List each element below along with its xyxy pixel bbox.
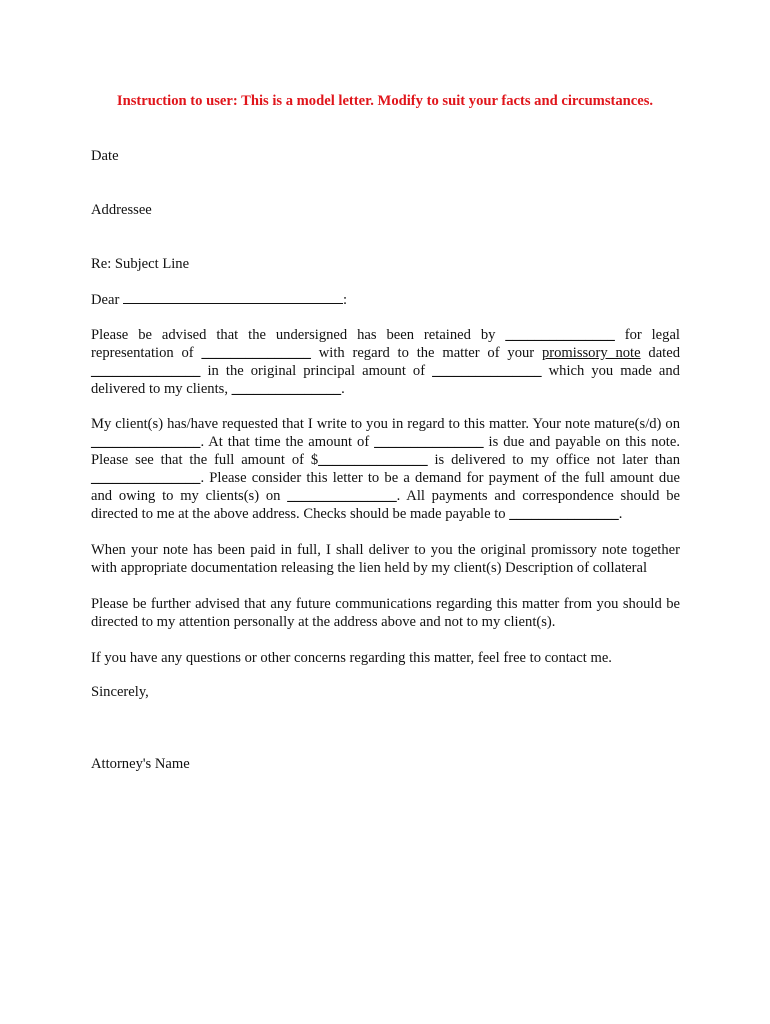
paragraph-communications: Please be further advised that any future communications regarding this matter from you should be directed to my attention personally at the address above and not to my client(s).	[91, 596, 680, 630]
payee-blank[interactable]: _______________	[509, 506, 619, 522]
p1-text-6: which you made and delivered to my clients,	[91, 363, 680, 397]
p2-text-4: is delivered to my office not later than	[434, 452, 680, 468]
full-amount-blank[interactable]: _______________	[318, 452, 428, 468]
p1-text-7: .	[341, 381, 345, 397]
p1-text-1: Please be advised that the undersigned has been retained by	[91, 327, 496, 343]
p2-text-2: . At that time the amount of	[200, 434, 370, 450]
subject-line: Re: Subject Line	[91, 256, 190, 272]
represented-party-blank[interactable]: _______________	[201, 345, 311, 361]
p1-text-5: in the original principal amount of	[207, 363, 426, 379]
instruction-note: Instruction to user: This is a model letter. Modify to suit your facts and circumstances.	[116, 93, 654, 109]
paragraph-release: When your note has been paid in full, I shall deliver to you the original promissory note together with appropriate documentation releasing the lien held by my client(s) Description of collateral	[91, 542, 680, 576]
paragraph-demand	[91, 415, 680, 523]
p1-text-4: dated	[648, 345, 680, 361]
clients-blank[interactable]: _______________	[231, 381, 342, 397]
client-blank[interactable]: _______________	[505, 327, 615, 343]
salutation-blank[interactable]	[123, 291, 343, 304]
date-line: Date	[91, 148, 119, 164]
promissory-note-link[interactable]: promissory note	[541, 345, 641, 361]
p2-text-6: . All payments and correspondence should be directed to me at the above address. Checks should be made payable to	[91, 488, 680, 522]
salutation	[91, 291, 347, 309]
p2-text-1: My client(s) has/have requested that I write to you in regard to this matter. Your note mature(s/d) on	[91, 416, 680, 432]
p1-text-3: with regard to the matter of your	[318, 345, 535, 361]
attorney-name: Attorney's Name	[91, 756, 190, 772]
p2-text-7: .	[618, 506, 623, 522]
note-date-blank[interactable]: _______________	[91, 363, 201, 379]
deadline-date-blank[interactable]: _______________	[91, 470, 201, 486]
paragraph-retention	[91, 326, 680, 398]
addressee-line: Addressee	[91, 202, 152, 218]
salutation-dear: Dear	[91, 292, 120, 308]
maturity-date-blank[interactable]: _______________	[91, 434, 201, 450]
owing-date-blank[interactable]: _______________	[287, 488, 397, 504]
paragraph-questions: If you have any questions or other concerns regarding this matter, feel free to contact me.	[91, 650, 612, 666]
amount-due-blank[interactable]: _______________	[374, 434, 484, 450]
salutation-colon: :	[343, 292, 348, 308]
p2-text-3: is due and payable on this note. Please see that the full amount of $	[91, 434, 680, 468]
p1-text-2: for legal representation of	[91, 327, 680, 361]
principal-amount-blank[interactable]: _______________	[432, 363, 542, 379]
closing: Sincerely,	[91, 684, 149, 700]
p2-text-5: . Please consider this letter to be a demand for payment of the full amount due and owing to my clients(s) on	[91, 470, 680, 504]
